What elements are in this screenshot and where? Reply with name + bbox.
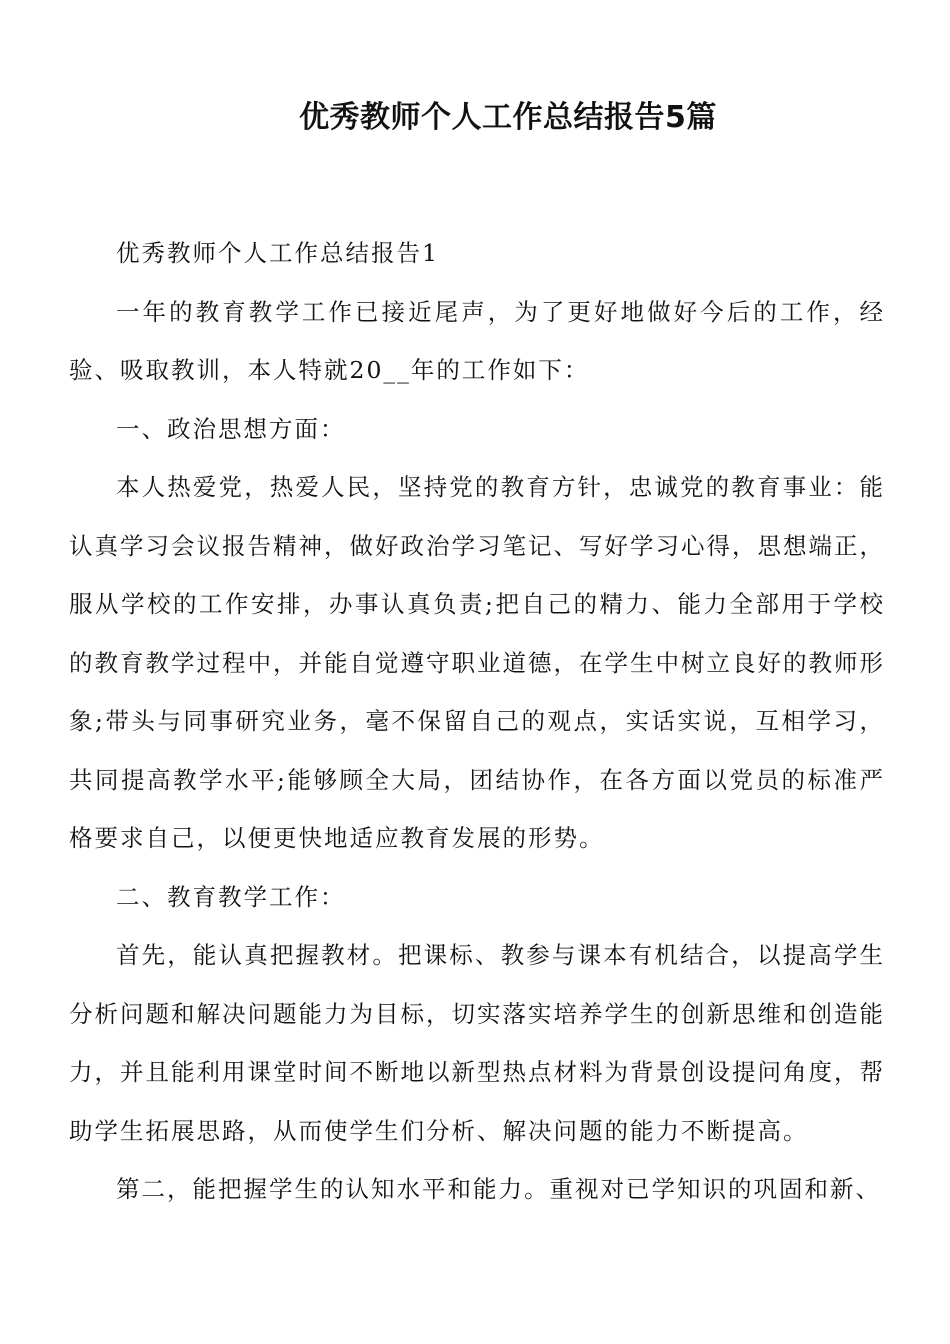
- teaching-paragraph-second: 第二，能把握学生的认知水平和能力。重视对已学知识的巩固和新、: [116, 1175, 881, 1203]
- document-title: 优秀教师个人工作总结报告5篇: [299, 100, 717, 135]
- section-heading-report-1: 优秀教师个人工作总结报告1: [116, 239, 439, 267]
- document-body: [69, 224, 885, 1219]
- intro-paragraph: 一年的教育教学工作已接近尾声，为了更好地做好今后的工作，经验、吸取教训，本人特就20__年的工作如下：: [69, 297, 885, 384]
- section-heading-politics: 一、政治思想方面：: [116, 414, 346, 443]
- section-heading-teaching: 二、教育教学工作：: [116, 882, 346, 911]
- politics-paragraph: 本人热爱党，热爱人民，坚持党的教育方针，忠诚党的教育事业：能认真学习会议报告精神，做好政治学习笔记、写好学习心得，思想端正，服从学校的工作安排，办事认真负责;把自己的精力、能力全部用于学校的教育教学过程中，并能自觉遵守职业道德，在学生中树立良好的教师形象;带头与同事研究业务，毫不保留自己的观点，实话实说，互相学习，共同提高教学水平;能够顾全大局，团结协作，在各方面以党员的标准严格要求自己，以便更快地适应教育发展的形势。: [69, 473, 885, 852]
- teaching-paragraph-first: 首先，能认真把握教材。把课标、教参与课本有机结合，以提高学生分析问题和解决问题能力为目标，切实落实培养学生的创新思维和创造能力，并且能利用课堂时间不断地以新型热点材料为背景创设提问角度，帮助学生拓展思路，从而使学生们分析、解决问题的能力不断提高。: [69, 941, 885, 1145]
